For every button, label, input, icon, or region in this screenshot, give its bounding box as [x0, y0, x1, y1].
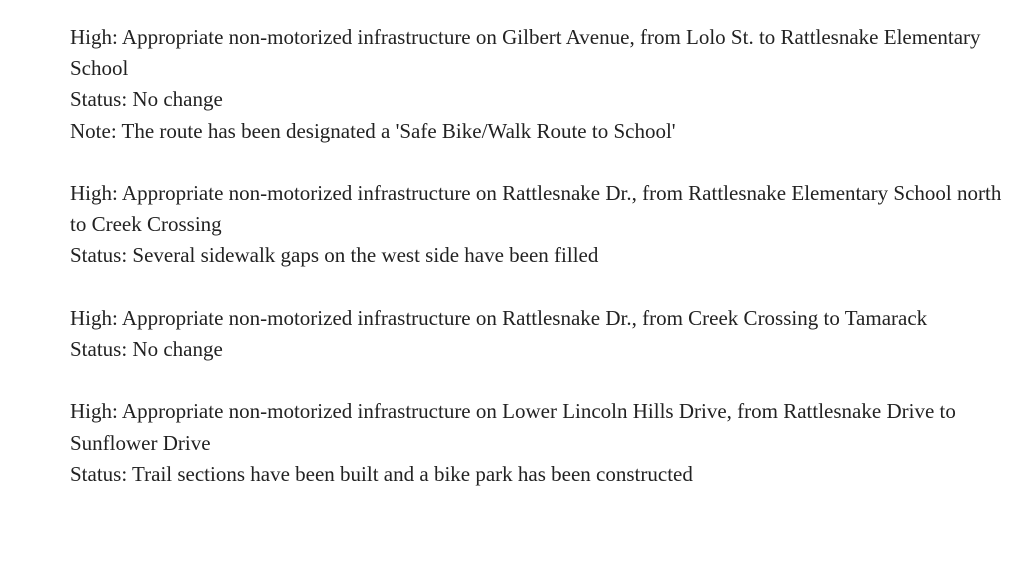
status-text: Status: No change: [70, 337, 223, 361]
status-text: Status: Several sidewalk gaps on the west side have been filled: [70, 243, 599, 268]
priority-item-gilbert-avenue: [70, 22, 1005, 147]
priority-text: High: Appropriate non-motorized infrastructure on Rattlesnake Dr., from Creek Crossing to Tamarack: [70, 305, 928, 330]
note-text: Note: The route has been designated a 'Safe Bike/Walk Route to School': [70, 118, 676, 143]
priority-item-rattlesnake-north: [70, 178, 1005, 272]
priority-text: High: Appropriate non-motorized infrastructure on Rattlesnake Dr., from Rattlesnake Elementary School north to Creek Crossing: [70, 181, 1002, 237]
status-text: Status: No change: [70, 87, 223, 112]
priority-text: High: Appropriate non-motorized infrastructure on Gilbert Avenue, from Lolo St. to Rattlesnake Elementary School: [70, 25, 981, 81]
priority-item-rattlesnake-tamarack: [70, 303, 1005, 365]
status-text: Status: Trail sections have been built and a bike park has been constructed: [70, 461, 693, 486]
priority-item-lower-lincoln-hills: [70, 396, 1005, 490]
document-body: [70, 22, 1005, 521]
priority-text: High: Appropriate non-motorized infrastructure on Lower Lincoln Hills Drive, from Rattlesnake Drive to Sunflower Drive: [70, 399, 956, 455]
